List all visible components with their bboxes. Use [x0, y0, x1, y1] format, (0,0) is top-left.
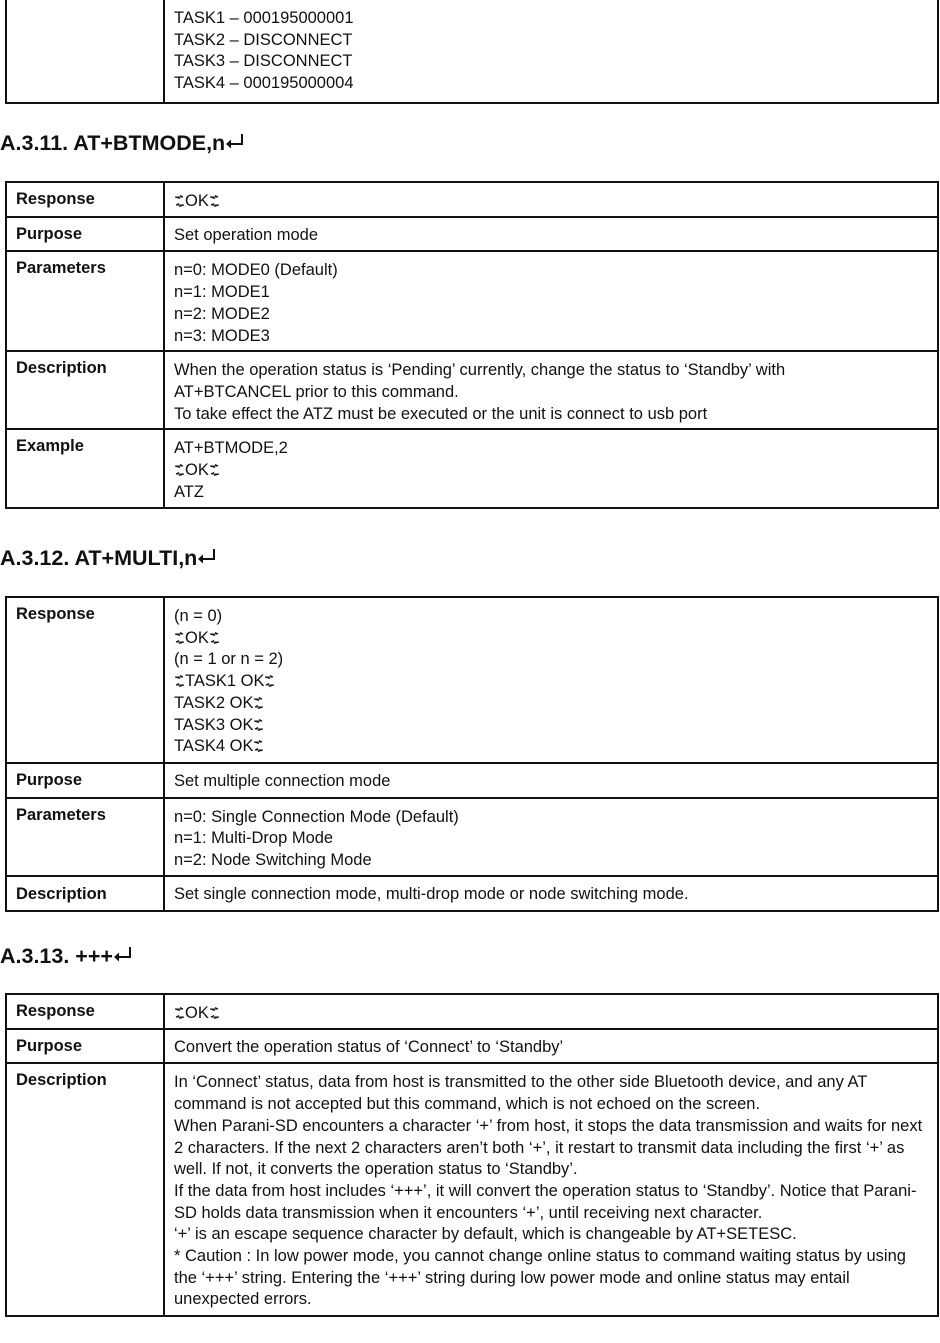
row-label: Response	[6, 597, 164, 763]
escape-table	[5, 993, 939, 1317]
task-line: TASK3 – DISCONNECT	[174, 52, 353, 71]
example-line: OK	[174, 460, 929, 482]
response-cell	[164, 182, 938, 217]
row-label: Description	[6, 351, 164, 429]
table-row	[6, 994, 938, 1029]
section-heading-btmode: A.3.11. AT+BTMODE,n	[0, 130, 245, 156]
row-label: Response	[6, 182, 164, 217]
row-label: Parameters	[6, 798, 164, 876]
crlf-icon	[174, 464, 185, 476]
response-line: (n = 1 or n = 2)	[174, 650, 284, 669]
parameters-cell	[164, 251, 938, 351]
description-paragraph: ‘+’ is an escape sequence character by default, which is changeable by AT+SETESC.	[174, 1225, 797, 1244]
response-line: (n = 0)	[174, 607, 223, 625]
description-cell	[164, 876, 938, 912]
purpose-text: Convert the operation status of ‘Connect’ to ‘Standby’	[174, 1037, 564, 1056]
table-row	[6, 597, 938, 763]
response-line: TASK2 OK	[174, 693, 929, 715]
enter-icon	[197, 548, 217, 564]
row-label: Purpose	[6, 1029, 164, 1064]
example-line: AT+BTMODE,2	[174, 439, 288, 458]
description-line: When the operation status is ‘Pending’ currently, change the status to ‘Standby’ with	[174, 361, 786, 380]
table-row	[6, 763, 938, 798]
row-label: Parameters	[6, 251, 164, 351]
table-row	[6, 351, 938, 429]
parameter-line: n=1: Multi-Drop Mode	[174, 829, 334, 848]
description-paragraph: * Caution : In low power mode, you cannot change online status to command waiting status by using the ‘+++’ string. Entering the ‘+++’ string during low power mode and online status may entail unexpected errors.	[174, 1247, 906, 1309]
description-line: To take effect the ATZ must be executed or the unit is connect to usb port	[174, 404, 708, 423]
crlf-icon	[253, 719, 264, 731]
purpose-text: Set operation mode	[174, 225, 319, 244]
purpose-cell	[164, 217, 938, 252]
crlf-icon	[209, 195, 220, 207]
enter-icon	[113, 946, 133, 962]
table-row	[6, 182, 938, 217]
table-row	[6, 1063, 938, 1316]
table-row	[6, 1029, 938, 1064]
purpose-text: Set multiple connection mode	[174, 771, 391, 790]
crlf-icon	[174, 195, 185, 207]
row-label: Description	[6, 1063, 164, 1316]
response-line: TASK1 OK	[174, 671, 929, 693]
parameter-line: n=0: Single Connection Mode (Default)	[174, 807, 459, 826]
parameter-line: n=2: Node Switching Mode	[174, 851, 372, 870]
response-line: TASK4 OK	[174, 736, 929, 758]
purpose-cell	[164, 763, 938, 798]
crlf-icon	[174, 632, 185, 644]
table-row	[6, 876, 938, 912]
task-list-empty-cell	[6, 0, 164, 103]
row-label: Response	[6, 994, 164, 1029]
description-paragraph: In ‘Connect’ status, data from host is transmitted to the other side Bluetooth device, and any AT command is not accepted but this command, which is not echoed on the screen.	[174, 1073, 868, 1114]
parameter-line: n=3: MODE3	[174, 326, 270, 345]
crlf-icon	[209, 1007, 220, 1019]
response-cell	[164, 994, 938, 1029]
response-line: OK	[174, 628, 929, 650]
table-row	[6, 798, 938, 876]
description-cell	[164, 351, 938, 429]
row-label: Purpose	[6, 217, 164, 252]
table-row	[6, 217, 938, 252]
crlf-icon	[209, 632, 220, 644]
multi-table	[5, 596, 939, 912]
parameters-cell	[164, 798, 938, 876]
btmode-table	[5, 181, 939, 509]
crlf-icon	[174, 1007, 185, 1019]
table-row	[6, 251, 938, 351]
response-line: OK	[174, 1003, 929, 1025]
parameter-line: n=0: MODE0 (Default)	[174, 261, 338, 280]
table-row	[6, 429, 938, 508]
crlf-icon	[174, 675, 185, 687]
example-cell	[164, 429, 938, 508]
response-cell	[164, 597, 938, 763]
parameter-line: n=2: MODE2	[174, 304, 270, 323]
crlf-icon	[209, 464, 220, 476]
crlf-icon	[253, 697, 264, 709]
purpose-cell	[164, 1029, 938, 1064]
section-heading-escape: A.3.13. +++	[0, 943, 133, 969]
description-paragraph: When Parani-SD encounters a character ‘+’ from host, it stops the data transmission and waits for next 2 characters. If the next 2 characters aren’t both ‘+’, it restart to transmit data including the first ‘+’ as well. If not, it converts the operation status to ‘Standby’.	[174, 1116, 923, 1179]
example-line: ATZ	[174, 482, 204, 501]
crlf-icon	[264, 675, 275, 687]
row-label: Example	[6, 429, 164, 508]
task-list-table	[5, 0, 939, 104]
task-list-row	[6, 0, 938, 103]
response-line: TASK3 OK	[174, 715, 929, 737]
description-paragraph: If the data from host includes ‘+++’, it will convert the operation status to ‘Standby’. Notice that Parani-SD holds data transmission when it encounters ‘+’, until receiving next character.	[174, 1181, 917, 1222]
description-line: Set single connection mode, multi-drop mode or node switching mode.	[174, 884, 689, 903]
response-line: OK	[174, 191, 929, 213]
description-cell	[164, 1063, 938, 1316]
crlf-icon	[253, 740, 264, 752]
description-line: AT+BTCANCEL prior to this command.	[174, 382, 459, 401]
task-line: TASK2 – DISCONNECT	[174, 30, 353, 49]
section-heading-multi: A.3.12. AT+MULTI,n	[0, 545, 217, 571]
row-label: Description	[6, 876, 164, 912]
row-label: Purpose	[6, 763, 164, 798]
task-line: TASK1 – 000195000001	[174, 9, 354, 27]
parameter-line: n=1: MODE1	[174, 283, 270, 302]
task-list-cell	[164, 0, 938, 103]
task-line: TASK4 – 000195000004	[174, 74, 354, 93]
enter-icon	[225, 133, 245, 149]
